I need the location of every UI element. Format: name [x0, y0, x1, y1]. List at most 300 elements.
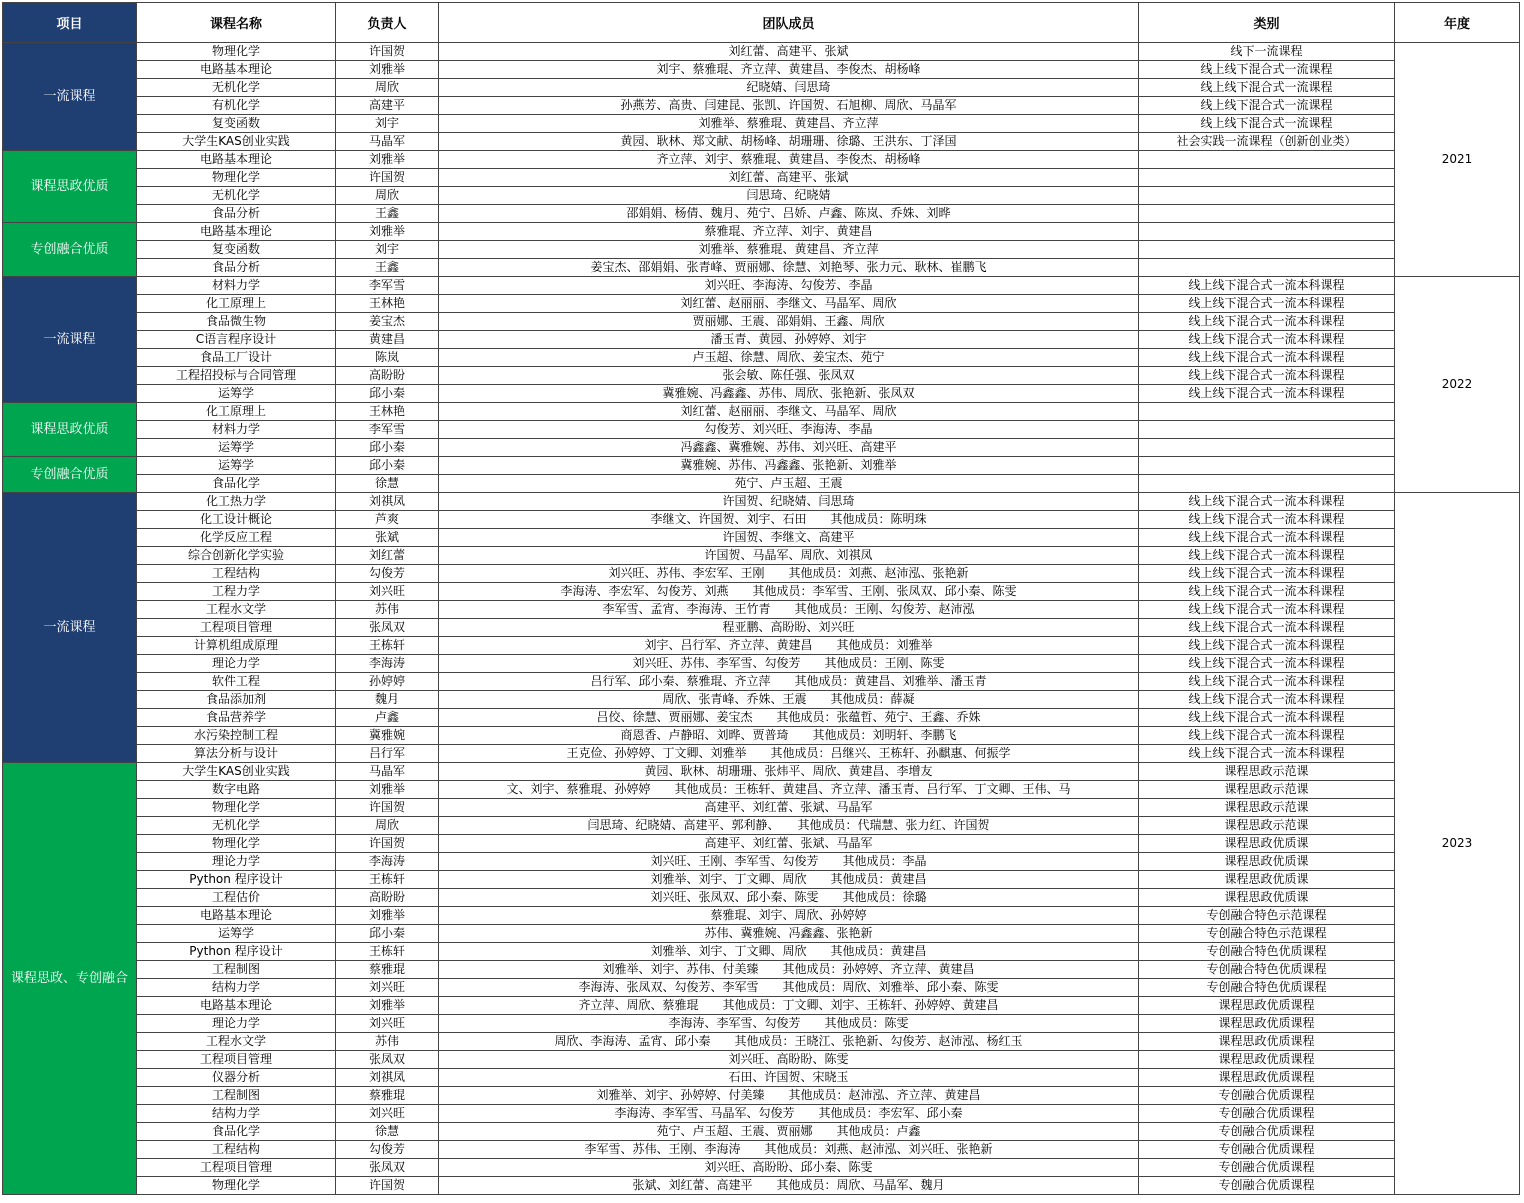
team-members-cell[interactable]: 黄园、耿林、郑文献、胡杨峰、胡珊珊、徐璐、王洪东、丁泽国	[439, 133, 1139, 151]
team-members-cell[interactable]: 卢玉超、徐慧、周欣、姜宝杰、苑宁	[439, 349, 1139, 367]
course-name-cell[interactable]: 工程项目管理	[137, 1051, 336, 1069]
course-name-cell[interactable]: 工程水文学	[137, 601, 336, 619]
team-members-cell[interactable]: 刘雅举、刘宇、丁文卿、周欣 其他成员：黄建昌	[439, 943, 1139, 961]
team-members-cell[interactable]: 李海涛、张凤双、勾俊芳、李军雪 其他成员：周欣、刘雅举、邱小秦、陈雯	[439, 979, 1139, 997]
leader-cell[interactable]: 许国贺	[336, 1177, 439, 1195]
leader-cell[interactable]: 高建平	[336, 97, 439, 115]
course-name-cell[interactable]: 物理化学	[137, 169, 336, 187]
team-members-cell[interactable]: 黄园、耿林、胡珊珊、张炜平、周欣、黄建昌、李增友	[439, 763, 1139, 781]
team-members-cell[interactable]: 刘红蕾、赵丽丽、李继文、马晶军、周欣	[439, 403, 1139, 421]
leader-cell[interactable]: 姜宝杰	[336, 313, 439, 331]
course-name-cell[interactable]: 食品工厂设计	[137, 349, 336, 367]
course-name-cell[interactable]: 数字电路	[137, 781, 336, 799]
course-name-cell[interactable]: 工程项目管理	[137, 619, 336, 637]
team-members-cell[interactable]: 刘雅举、蔡雅琨、黄建昌、齐立萍	[439, 115, 1139, 133]
team-members-cell[interactable]: 周欣、张青峰、乔姝、王震 其他成员：薛凝	[439, 691, 1139, 709]
course-name-cell[interactable]: 算法分析与设计	[137, 745, 336, 763]
course-name-cell[interactable]: 工程制图	[137, 961, 336, 979]
category-cell[interactable]: 线上线下混合式一流课程	[1139, 115, 1395, 133]
leader-cell[interactable]: 刘红蕾	[336, 547, 439, 565]
course-name-cell[interactable]: 运筹学	[137, 457, 336, 475]
category-cell[interactable]: 线上线下混合式一流本科课程	[1139, 619, 1395, 637]
leader-cell[interactable]: 王鑫	[336, 205, 439, 223]
table-row	[3, 853, 1520, 871]
team-members-cell[interactable]: 高建平、刘红蕾、张斌、马晶军	[439, 799, 1139, 817]
category-cell[interactable]	[1139, 187, 1395, 205]
course-name-cell[interactable]: 物理化学	[137, 43, 336, 61]
team-members-cell[interactable]: 姜宝杰、邵娟娟、张青峰、贾丽娜、徐慧、刘艳琴、张力元、耿林、崔鹏飞	[439, 259, 1139, 277]
team-members-cell[interactable]: 刘红蕾、高建平、张斌	[439, 169, 1139, 187]
course-name-cell[interactable]: 电路基本理论	[137, 151, 336, 169]
team-members-cell[interactable]: 吕佼、徐慧、贾丽娜、姜宝杰 其他成员：张蕴哲、苑宁、王鑫、乔姝	[439, 709, 1139, 727]
category-cell[interactable]: 线上线下混合式一流课程	[1139, 97, 1395, 115]
team-members-cell[interactable]: 商恩香、卢静昭、刘晔、贾普琦 其他成员：刘明轩、李鹏飞	[439, 727, 1139, 745]
team-members-cell[interactable]: 刘兴旺、高盼盼、邱小秦、陈雯	[439, 1159, 1139, 1177]
course-name-cell[interactable]: 材料力学	[137, 277, 336, 295]
project-group-cell[interactable]: 一流课程	[3, 277, 137, 403]
leader-cell[interactable]: 周欣	[336, 187, 439, 205]
category-cell[interactable]: 线上线下混合式一流本科课程	[1139, 331, 1395, 349]
leader-cell[interactable]: 黄建昌	[336, 331, 439, 349]
leader-cell[interactable]: 李军雪	[336, 421, 439, 439]
leader-cell[interactable]: 勾俊芳	[336, 1141, 439, 1159]
team-members-cell[interactable]: 张斌、刘红蕾、高建平 其他成员：周欣、马晶军、魏月	[439, 1177, 1139, 1195]
leader-cell[interactable]: 李海涛	[336, 853, 439, 871]
category-cell[interactable]: 课程思政优质课程	[1139, 997, 1395, 1015]
category-cell[interactable]: 线上线下混合式一流本科课程	[1139, 493, 1395, 511]
table-row	[3, 961, 1520, 979]
table-row	[3, 277, 1520, 295]
team-members-cell[interactable]: 纪晓婧、闫思琦	[439, 79, 1139, 97]
category-cell[interactable]	[1139, 259, 1395, 277]
table-row	[3, 547, 1520, 565]
category-cell[interactable]: 线上线下混合式一流课程	[1139, 61, 1395, 79]
team-members-cell[interactable]: 冯鑫鑫、冀雅婉、苏伟、刘兴旺、高建平	[439, 439, 1139, 457]
leader-cell[interactable]: 蔡雅琨	[336, 961, 439, 979]
table-row	[3, 1033, 1520, 1051]
category-cell[interactable]: 线上线下混合式一流本科课程	[1139, 745, 1395, 763]
course-name-cell[interactable]: 综合创新化学实验	[137, 547, 336, 565]
course-name-cell[interactable]: 食品微生物	[137, 313, 336, 331]
team-members-cell[interactable]: 石田、许国贺、宋晓玉	[439, 1069, 1139, 1087]
course-name-cell[interactable]: Python 程序设计	[137, 871, 336, 889]
category-cell[interactable]: 课程思政优质课程	[1139, 1069, 1395, 1087]
team-members-cell[interactable]: 刘兴旺、苏伟、李宏军、王刚 其他成员：刘燕、赵沛泓、张艳新	[439, 565, 1139, 583]
header-year[interactable]: 年度	[1395, 3, 1520, 43]
course-name-cell[interactable]: 大学生KAS创业实践	[137, 763, 336, 781]
leader-cell[interactable]: 王栋轩	[336, 637, 439, 655]
project-group-cell[interactable]: 课程思政、专创融合	[3, 763, 137, 1195]
category-cell[interactable]: 线上线下混合式一流本科课程	[1139, 727, 1395, 745]
leader-cell[interactable]: 刘雅举	[336, 223, 439, 241]
course-name-cell[interactable]: 材料力学	[137, 421, 336, 439]
team-members-cell[interactable]: 刘兴旺、高盼盼、陈雯	[439, 1051, 1139, 1069]
course-name-cell[interactable]: 工程结构	[137, 565, 336, 583]
table-row	[3, 637, 1520, 655]
leader-cell[interactable]: 张凤双	[336, 1159, 439, 1177]
course-name-cell[interactable]: 食品添加剂	[137, 691, 336, 709]
course-name-cell[interactable]: Python 程序设计	[137, 943, 336, 961]
category-cell[interactable]: 专创融合特色优质课程	[1139, 943, 1395, 961]
leader-cell[interactable]: 刘雅举	[336, 997, 439, 1015]
course-name-cell[interactable]: 物理化学	[137, 799, 336, 817]
team-members-cell[interactable]: 齐立萍、刘宇、蔡雅琨、黄建昌、李俊杰、胡杨峰	[439, 151, 1139, 169]
course-name-cell[interactable]: 有机化学	[137, 97, 336, 115]
course-name-cell[interactable]: 理论力学	[137, 655, 336, 673]
team-members-cell[interactable]: 刘兴旺、苏伟、李军雪、勾俊芳 其他成员：王刚、陈雯	[439, 655, 1139, 673]
leader-cell[interactable]: 张凤双	[336, 619, 439, 637]
table-row	[3, 367, 1520, 385]
category-cell[interactable]: 专创融合优质课程	[1139, 1177, 1395, 1195]
course-name-cell[interactable]: 计算机组成原理	[137, 637, 336, 655]
course-name-cell[interactable]: 工程结构	[137, 1141, 336, 1159]
leader-cell[interactable]: 孙婷婷	[336, 673, 439, 691]
header-course-name[interactable]: 课程名称	[137, 3, 336, 43]
leader-cell[interactable]: 王鑫	[336, 259, 439, 277]
category-cell[interactable]: 线上线下混合式一流本科课程	[1139, 367, 1395, 385]
team-members-cell[interactable]: 刘兴旺、王刚、李军雪、勾俊芳 其他成员：李晶	[439, 853, 1139, 871]
leader-cell[interactable]: 马晶军	[336, 133, 439, 151]
course-name-cell[interactable]: 食品分析	[137, 205, 336, 223]
course-name-cell[interactable]: 化工热力学	[137, 493, 336, 511]
leader-cell[interactable]: 周欣	[336, 817, 439, 835]
category-cell[interactable]: 专创融合优质课程	[1139, 1141, 1395, 1159]
leader-cell[interactable]: 刘兴旺	[336, 1015, 439, 1033]
team-members-cell[interactable]: 吕行军、邱小秦、蔡雅琨、齐立萍 其他成员：黄建昌、刘雅举、潘玉青	[439, 673, 1139, 691]
course-name-cell[interactable]: 工程水文学	[137, 1033, 336, 1051]
course-name-cell[interactable]: 工程项目管理	[137, 1159, 336, 1177]
team-members-cell[interactable]: 孙燕芳、高贵、闫建昆、张凯、许国贺、石旭柳、周欣、马晶军	[439, 97, 1139, 115]
course-name-cell[interactable]: 化工原理上	[137, 403, 336, 421]
table-row	[3, 871, 1520, 889]
team-members-cell[interactable]: 刘雅举、刘宇、丁文卿、周欣 其他成员：黄建昌	[439, 871, 1139, 889]
team-members-cell[interactable]: 刘红蕾、高建平、张斌	[439, 43, 1139, 61]
category-cell[interactable]: 线上线下混合式一流本科课程	[1139, 565, 1395, 583]
table-row	[3, 817, 1520, 835]
course-name-cell[interactable]: 结构力学	[137, 1105, 336, 1123]
category-cell[interactable]: 专创融合特色优质课程	[1139, 979, 1395, 997]
category-cell[interactable]	[1139, 223, 1395, 241]
year-cell[interactable]: 2022	[1395, 277, 1520, 493]
course-name-cell[interactable]: 食品营养学	[137, 709, 336, 727]
team-members-cell[interactable]: 刘兴旺、张凤双、邱小秦、陈雯 其他成员：徐璐	[439, 889, 1139, 907]
table-row	[3, 1087, 1520, 1105]
team-members-cell[interactable]: 李军雪、孟宵、李海涛、王竹青 其他成员：王刚、勾俊芳、赵沛泓	[439, 601, 1139, 619]
leader-cell[interactable]: 苏伟	[336, 1033, 439, 1051]
team-members-cell[interactable]: 贾丽娜、王震、邵娟娟、王鑫、周欣	[439, 313, 1139, 331]
leader-cell[interactable]: 徐慧	[336, 475, 439, 493]
course-name-cell[interactable]: 无机化学	[137, 187, 336, 205]
category-cell[interactable]: 线上线下混合式一流本科课程	[1139, 601, 1395, 619]
leader-cell[interactable]: 冀雅婉	[336, 727, 439, 745]
course-name-cell[interactable]: 复变函数	[137, 115, 336, 133]
category-cell[interactable]: 课程思政示范课	[1139, 763, 1395, 781]
team-members-cell[interactable]: 齐立萍、周欣、蔡雅琨 其他成员：丁文卿、刘宇、王栋轩、孙婷婷、黄建昌	[439, 997, 1139, 1015]
project-group-cell[interactable]: 一流课程	[3, 43, 137, 151]
category-cell[interactable]	[1139, 457, 1395, 475]
table-row	[3, 259, 1520, 277]
team-members-cell[interactable]: 高建平、刘红蕾、张斌、马晶军	[439, 835, 1139, 853]
course-name-cell[interactable]: 软件工程	[137, 673, 336, 691]
course-name-cell[interactable]: 工程制图	[137, 1087, 336, 1105]
leader-cell[interactable]: 卢鑫	[336, 709, 439, 727]
course-name-cell[interactable]: 食品分析	[137, 259, 336, 277]
category-cell[interactable]: 线上线下混合式一流课程	[1139, 79, 1395, 97]
team-members-cell[interactable]: 苏伟、冀雅婉、冯鑫鑫、张艳新	[439, 925, 1139, 943]
table-row	[3, 205, 1520, 223]
course-name-cell[interactable]: C语言程序设计	[137, 331, 336, 349]
category-cell[interactable]	[1139, 205, 1395, 223]
category-cell[interactable]: 社会实践一流课程（创新创业类）	[1139, 133, 1395, 151]
course-name-cell[interactable]: 工程估价	[137, 889, 336, 907]
category-cell[interactable]: 线上线下混合式一流本科课程	[1139, 385, 1395, 403]
leader-cell[interactable]: 魏月	[336, 691, 439, 709]
team-members-cell[interactable]: 潘玉青、黄园、孙婷婷、刘宇	[439, 331, 1139, 349]
category-cell[interactable]: 专创融合特色优质课程	[1139, 961, 1395, 979]
leader-cell[interactable]: 王栋轩	[336, 943, 439, 961]
leader-cell[interactable]: 高盼盼	[336, 889, 439, 907]
category-cell[interactable]: 线上线下混合式一流本科课程	[1139, 547, 1395, 565]
table-row	[3, 223, 1520, 241]
category-cell[interactable]: 线上线下混合式一流本科课程	[1139, 277, 1395, 295]
category-cell[interactable]: 课程思政示范课	[1139, 817, 1395, 835]
header-leader[interactable]: 负责人	[336, 3, 439, 43]
team-members-cell[interactable]: 程亚鹏、高盼盼、刘兴旺	[439, 619, 1139, 637]
team-members-cell[interactable]: 苑宁、卢玉超、王震	[439, 475, 1139, 493]
team-members-cell[interactable]: 刘宇、吕行军、齐立萍、黄建昌 其他成员：刘雅举	[439, 637, 1139, 655]
course-name-cell[interactable]: 仪器分析	[137, 1069, 336, 1087]
course-name-cell[interactable]: 运筹学	[137, 925, 336, 943]
leader-cell[interactable]: 刘祺凤	[336, 493, 439, 511]
course-name-cell[interactable]: 物理化学	[137, 1177, 336, 1195]
project-group-cell[interactable]: 专创融合优质	[3, 223, 137, 277]
team-members-cell[interactable]: 刘兴旺、李海涛、勾俊芳、李晶	[439, 277, 1139, 295]
category-cell[interactable]: 专创融合优质课程	[1139, 1105, 1395, 1123]
category-cell[interactable]: 线上线下混合式一流本科课程	[1139, 673, 1395, 691]
category-cell[interactable]: 课程思政优质课	[1139, 835, 1395, 853]
category-cell[interactable]	[1139, 241, 1395, 259]
team-members-cell[interactable]: 冀雅婉、冯鑫鑫、苏伟、周欣、张艳新、张凤双	[439, 385, 1139, 403]
category-cell[interactable]: 线上线下混合式一流本科课程	[1139, 295, 1395, 313]
leader-cell[interactable]: 许国贺	[336, 169, 439, 187]
course-name-cell[interactable]: 大学生KAS创业实践	[137, 133, 336, 151]
category-cell[interactable]: 线上线下混合式一流本科课程	[1139, 529, 1395, 547]
leader-cell[interactable]: 王林艳	[336, 403, 439, 421]
course-name-cell[interactable]: 工程力学	[137, 583, 336, 601]
leader-cell[interactable]: 刘兴旺	[336, 1105, 439, 1123]
course-name-cell[interactable]: 食品化学	[137, 1123, 336, 1141]
category-cell[interactable]	[1139, 475, 1395, 493]
leader-cell[interactable]: 许国贺	[336, 43, 439, 61]
team-members-cell[interactable]: 刘红蕾、赵丽丽、李继文、马晶军、周欣	[439, 295, 1139, 313]
team-members-cell[interactable]: 闫思琦、纪晓婧	[439, 187, 1139, 205]
team-members-cell[interactable]: 周欣、李海涛、孟宵、邱小秦 其他成员：王晓江、张艳新、勾俊芳、赵沛泓、杨红玉	[439, 1033, 1139, 1051]
leader-cell[interactable]: 马晶军	[336, 763, 439, 781]
leader-cell[interactable]: 苏伟	[336, 601, 439, 619]
course-name-cell[interactable]: 电路基本理论	[137, 907, 336, 925]
table-row	[3, 907, 1520, 925]
leader-cell[interactable]: 邱小秦	[336, 457, 439, 475]
team-members-cell[interactable]: 蔡雅琨、刘宇、周欣、孙婷婷	[439, 907, 1139, 925]
category-cell[interactable]: 课程思政示范课	[1139, 781, 1395, 799]
leader-cell[interactable]: 刘雅举	[336, 61, 439, 79]
table-row	[3, 115, 1520, 133]
leader-cell[interactable]: 王林艳	[336, 295, 439, 313]
category-cell[interactable]: 专创融合特色示范课程	[1139, 907, 1395, 925]
leader-cell[interactable]: 李军雪	[336, 277, 439, 295]
team-members-cell[interactable]: 李海涛、李军雪、勾俊芳 其他成员：陈雯	[439, 1015, 1139, 1033]
table-row	[3, 97, 1520, 115]
header-team-members[interactable]: 团队成员	[439, 3, 1139, 43]
leader-cell[interactable]: 周欣	[336, 79, 439, 97]
leader-cell[interactable]: 蔡雅琨	[336, 1087, 439, 1105]
team-members-cell[interactable]: 刘雅举、蔡雅琨、黄建昌、齐立萍	[439, 241, 1139, 259]
course-name-cell[interactable]: 理论力学	[137, 1015, 336, 1033]
table-row	[3, 1015, 1520, 1033]
leader-cell[interactable]: 吕行军	[336, 745, 439, 763]
team-members-cell[interactable]: 刘雅举、刘宇、孙婷婷、付美臻 其他成员：赵沛泓、齐立萍、黄建昌	[439, 1087, 1139, 1105]
category-cell[interactable]	[1139, 169, 1395, 187]
category-cell[interactable]: 线上线下混合式一流本科课程	[1139, 655, 1395, 673]
team-members-cell[interactable]: 冀雅婉、苏伟、冯鑫鑫、张艳新、刘雅举	[439, 457, 1139, 475]
leader-cell[interactable]: 高盼盼	[336, 367, 439, 385]
course-name-cell[interactable]: 电路基本理论	[137, 223, 336, 241]
team-members-cell[interactable]: 刘雅举、刘宇、苏伟、付美臻 其他成员：孙婷婷、齐立萍、黄建昌	[439, 961, 1139, 979]
team-members-cell[interactable]: 蔡雅琨、齐立萍、刘宇、黄建昌	[439, 223, 1139, 241]
leader-cell[interactable]: 陈岚	[336, 349, 439, 367]
category-cell[interactable]: 线下一流课程	[1139, 43, 1395, 61]
leader-cell[interactable]: 刘兴旺	[336, 583, 439, 601]
table-row	[3, 601, 1520, 619]
project-group-cell[interactable]: 课程思政优质	[3, 403, 137, 457]
project-group-cell[interactable]: 专创融合优质	[3, 457, 137, 493]
course-name-cell[interactable]: 化工原理上	[137, 295, 336, 313]
course-name-cell[interactable]: 结构力学	[137, 979, 336, 997]
leader-cell[interactable]: 刘雅举	[336, 151, 439, 169]
leader-cell[interactable]: 刘宇	[336, 241, 439, 259]
team-members-cell[interactable]: 王克俭、孙婷婷、丁文卿、刘雅举 其他成员：吕继兴、王栋轩、孙麒惠、何振学	[439, 745, 1139, 763]
table-row	[3, 1051, 1520, 1069]
category-cell[interactable]: 线上线下混合式一流本科课程	[1139, 637, 1395, 655]
team-members-cell[interactable]: 许国贺、纪晓婧、闫思琦	[439, 493, 1139, 511]
team-members-cell[interactable]: 闫思琦、纪晓婧、高建平、郭利静、 其他成员：代瑞慧、张力红、许国贺	[439, 817, 1139, 835]
category-cell[interactable]: 线上线下混合式一流本科课程	[1139, 511, 1395, 529]
table-row	[3, 313, 1520, 331]
team-members-cell[interactable]: 李军雪、苏伟、王刚、李海涛 其他成员：刘燕、赵沛泓、刘兴旺、张艳新	[439, 1141, 1139, 1159]
team-members-cell[interactable]: 邵娟娟、杨倩、魏月、苑宁、吕娇、卢鑫、陈岚、乔姝、刘晔	[439, 205, 1139, 223]
category-cell[interactable]: 专创融合优质课程	[1139, 1123, 1395, 1141]
team-members-cell[interactable]: 许国贺、李继文、高建平	[439, 529, 1139, 547]
team-members-cell[interactable]: 李海涛、李宏军、勾俊芳、刘燕 其他成员：李军雪、王刚、张凤双、邱小秦、陈雯	[439, 583, 1139, 601]
leader-cell[interactable]: 许国贺	[336, 799, 439, 817]
category-cell[interactable]	[1139, 439, 1395, 457]
team-members-cell[interactable]: 苑宁、卢玉超、王震、贾丽娜 其他成员：卢鑫	[439, 1123, 1139, 1141]
course-name-cell[interactable]: 复变函数	[137, 241, 336, 259]
category-cell[interactable]: 专创融合优质课程	[1139, 1159, 1395, 1177]
leader-cell[interactable]: 刘雅举	[336, 907, 439, 925]
header-category[interactable]: 类别	[1139, 3, 1395, 43]
table-row	[3, 475, 1520, 493]
leader-cell[interactable]: 勾俊芳	[336, 565, 439, 583]
category-cell[interactable]: 线上线下混合式一流本科课程	[1139, 709, 1395, 727]
leader-cell[interactable]: 许国贺	[336, 835, 439, 853]
course-name-cell[interactable]: 无机化学	[137, 79, 336, 97]
leader-cell[interactable]: 张凤双	[336, 1051, 439, 1069]
leader-cell[interactable]: 刘雅举	[336, 781, 439, 799]
project-group-cell[interactable]: 课程思政优质	[3, 151, 137, 223]
project-group-cell[interactable]: 一流课程	[3, 493, 137, 763]
team-members-cell[interactable]: 勾俊芳、刘兴旺、李海涛、李晶	[439, 421, 1139, 439]
course-name-cell[interactable]: 水污染控制工程	[137, 727, 336, 745]
category-cell[interactable]: 课程思政示范课	[1139, 799, 1395, 817]
category-cell[interactable]: 课程思政优质课	[1139, 871, 1395, 889]
category-cell[interactable]: 线上线下混合式一流本科课程	[1139, 313, 1395, 331]
category-cell[interactable]: 课程思政优质课程	[1139, 1051, 1395, 1069]
leader-cell[interactable]: 邱小秦	[336, 925, 439, 943]
course-name-cell[interactable]: 无机化学	[137, 817, 336, 835]
course-name-cell[interactable]: 运筹学	[137, 385, 336, 403]
category-cell[interactable]: 专创融合特色示范课程	[1139, 925, 1395, 943]
course-name-cell[interactable]: 食品化学	[137, 475, 336, 493]
category-cell[interactable]	[1139, 421, 1395, 439]
team-members-cell[interactable]: 张会敏、陈任强、张凤双	[439, 367, 1139, 385]
year-cell[interactable]: 2021	[1395, 43, 1520, 277]
team-members-cell[interactable]: 李继文、许国贺、刘宇、石田 其他成员：陈明珠	[439, 511, 1139, 529]
course-name-cell[interactable]: 化学反应工程	[137, 529, 336, 547]
course-name-cell[interactable]: 电路基本理论	[137, 997, 336, 1015]
category-cell[interactable]: 线上线下混合式一流本科课程	[1139, 349, 1395, 367]
category-cell[interactable]: 课程思政优质课程	[1139, 1015, 1395, 1033]
category-cell[interactable]	[1139, 151, 1395, 169]
course-name-cell[interactable]: 理论力学	[137, 853, 336, 871]
course-name-cell[interactable]: 工程招投标与合同管理	[137, 367, 336, 385]
course-name-cell[interactable]: 电路基本理论	[137, 61, 336, 79]
team-members-cell[interactable]: 文、刘宇、蔡雅琨、孙婷婷 其他成员：王栋轩、黄建昌、齐立萍、潘玉青、吕行军、丁文卿、王伟、马	[439, 781, 1139, 799]
leader-cell[interactable]: 邱小秦	[336, 385, 439, 403]
table-row	[3, 619, 1520, 637]
table-row	[3, 385, 1520, 403]
team-members-cell[interactable]: 李海涛、李军雪、马晶军、勾俊芳 其他成员：李宏军、邱小秦	[439, 1105, 1139, 1123]
category-cell[interactable]: 线上线下混合式一流本科课程	[1139, 691, 1395, 709]
team-members-cell[interactable]: 刘宇、蔡雅琨、齐立萍、黄建昌、李俊杰、胡杨峰	[439, 61, 1139, 79]
table-row	[3, 1159, 1520, 1177]
team-members-cell[interactable]: 许国贺、马晶军、周欣、刘祺凤	[439, 547, 1139, 565]
course-name-cell[interactable]: 物理化学	[137, 835, 336, 853]
leader-cell[interactable]: 刘兴旺	[336, 979, 439, 997]
leader-cell[interactable]: 李海涛	[336, 655, 439, 673]
category-cell[interactable]: 线上线下混合式一流本科课程	[1139, 583, 1395, 601]
course-name-cell[interactable]: 运筹学	[137, 439, 336, 457]
leader-cell[interactable]: 刘宇	[336, 115, 439, 133]
category-cell[interactable]	[1139, 403, 1395, 421]
leader-cell[interactable]: 王栋轩	[336, 871, 439, 889]
course-name-cell[interactable]: 化工设计概论	[137, 511, 336, 529]
leader-cell[interactable]: 张斌	[336, 529, 439, 547]
category-cell[interactable]: 课程思政优质课	[1139, 853, 1395, 871]
category-cell[interactable]: 课程思政优质课	[1139, 889, 1395, 907]
category-cell[interactable]: 课程思政优质课程	[1139, 1033, 1395, 1051]
leader-cell[interactable]: 芦爽	[336, 511, 439, 529]
category-cell[interactable]: 专创融合优质课程	[1139, 1087, 1395, 1105]
table-row	[3, 691, 1520, 709]
year-cell[interactable]: 2023	[1395, 493, 1520, 1195]
leader-cell[interactable]: 刘祺凤	[336, 1069, 439, 1087]
table-row	[3, 169, 1520, 187]
header-project[interactable]: 项目	[3, 3, 137, 43]
leader-cell[interactable]: 徐慧	[336, 1123, 439, 1141]
leader-cell[interactable]: 邱小秦	[336, 439, 439, 457]
table-row	[3, 349, 1520, 367]
